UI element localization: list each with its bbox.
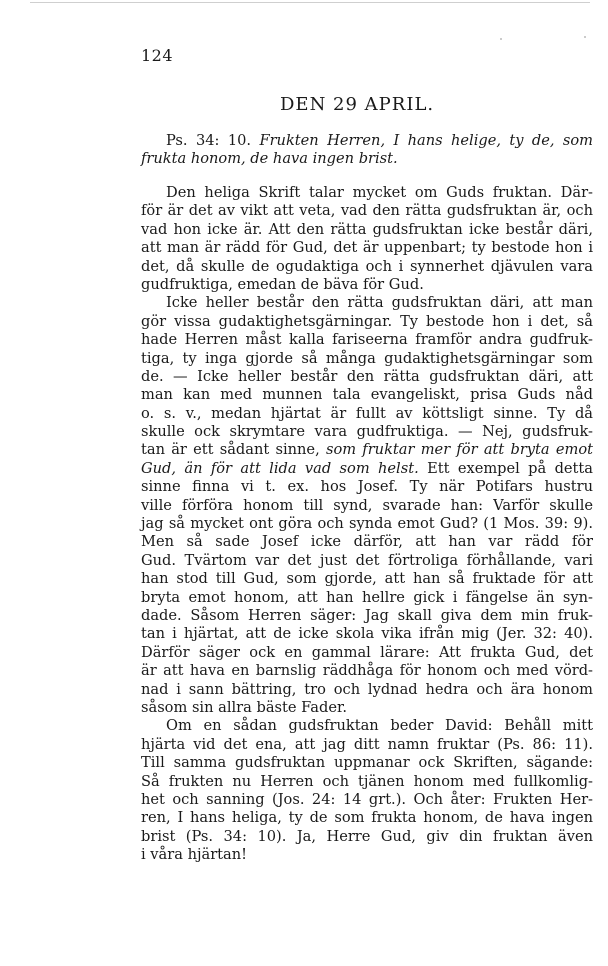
text-line: skulle ock skrymtare vara gudfruktiga. — Nej, gudsfruk-: [141, 423, 593, 441]
text-line: Men så sade Josef icke därför, att han var rädd för: [141, 533, 593, 551]
text-line: Därför säger ock en gammal lärare: Att frukta Gud, det: [141, 643, 593, 661]
text-line: Gud. Tvärtom var det just det förtroliga förhållande, vari: [141, 551, 593, 569]
text-line: tan i hjärtat, att de icke skola vika ifrån mig (Jer. 32: 40).: [141, 625, 593, 643]
text-line: det, då skulle de ogudaktiga och i synnerhet djävulen vara: [141, 257, 593, 275]
text-line: de. — Icke heller består den rätta gudsfruktan däri, att: [141, 367, 593, 385]
text-line: Den heliga Skrift talar mycket om Guds fruktan. Där-: [166, 184, 593, 201]
text-line: han stod till Gud, som gjorde, att han så fruktade för att: [141, 570, 593, 588]
page-number: 124: [141, 46, 174, 65]
text-line: Om en sådan gudsfruktan beder David: Behåll mitt: [166, 717, 593, 735]
text-line: [141, 460, 593, 478]
text-line: [141, 441, 593, 459]
text-line: ville förföra honom till synd, svarade han: Varför skulle: [141, 496, 593, 514]
emphasis-text: Gud, än för att lida vad som helst.: [141, 459, 419, 477]
speck: [500, 38, 502, 40]
motto-quote: Frukten Herren, I hans helige, ty de, som: [259, 132, 594, 149]
text-line: jag så mycket ont göra och synda emot Gud? (1 Mos. 39: 9).: [141, 515, 593, 533]
text-line: o. s. v., medan hjärtat är fullt av köttsligt sinne. Ty då: [141, 404, 593, 422]
text-line: hjärta vid det ena, att jag ditt namn fruktar (Ps. 86: 11).: [141, 735, 593, 753]
text-line: att man är rädd för Gud, det är uppenbart; ty bestode hon i: [141, 239, 593, 257]
text-line: vad hon icke är. Att den rätta gudsfruktan icke består däri,: [141, 220, 593, 238]
text-segment: tan är ett sådant sinne,: [141, 441, 326, 459]
text-line: gör vissa gudaktighetsgärningar. Ty bestode hon i det, så: [141, 312, 593, 330]
text-line: Icke heller består den rätta gudsfruktan däri, att man: [166, 294, 593, 312]
speck: [584, 36, 586, 38]
text-line: man kan med munnen tala evangeliskt, prisa Guds nåd: [141, 386, 593, 404]
body-text: [141, 184, 593, 864]
text-line: ren, I hans heliga, ty de som frukta honom, de hava ingen: [141, 809, 593, 827]
text-line: dade. Såsom Herren säger: Jag skall giva dem min fruk-: [141, 606, 593, 624]
emphasis-text: som fruktar mer för att bryta emot: [325, 441, 593, 459]
page-title: DEN 29 APRIL.: [280, 94, 435, 115]
page-top-rule: [30, 2, 590, 3]
text-line: het och sanning (Jos. 24: 14 grt.). Och åter: Frukten Her-: [141, 790, 593, 808]
text-line: brist (Ps. 34: 10). Ja, Herre Gud, giv din fruktan även: [141, 827, 593, 845]
text-line: i våra hjärtan!: [141, 846, 247, 864]
text-line: tiga, ty inga gjorde så många gudaktighetsgärningar som: [141, 349, 593, 367]
motto-line: frukta honom, de hava ingen brist.: [141, 150, 398, 168]
text-line: för är det av vikt att veta, vad den rätta gudsfruktan är, och: [141, 202, 593, 220]
motto-verse: [141, 132, 593, 169]
text-line: är att hava en barnslig räddhåga för honom och med vörd-: [141, 662, 593, 680]
text-line: gudfruktiga, emedan de bäva för Gud.: [141, 275, 424, 293]
text-line: bryta emot honom, att han hellre gick i fängelse än syn-: [141, 588, 593, 606]
text-line: hade Herren måst kalla fariseerna framför andra gudfruk-: [141, 331, 593, 349]
text-line: sinne finna vi t. ex. hos Josef. Ty när Potifars hustru: [141, 478, 593, 496]
motto-reference: Ps. 34: 10.: [166, 132, 252, 149]
text-line: Till samma gudsfruktan uppmanar ock Skriften, sägande:: [141, 754, 593, 772]
text-line: såsom sin allra bäste Fader.: [141, 698, 347, 716]
text-segment: Ett exempel på detta: [418, 459, 593, 477]
text-line: Så frukten nu Herren och tjänen honom med fullkomlig-: [141, 772, 593, 790]
text-line: nad i sann bättring, tro och lydnad hedra och ära honom: [141, 680, 593, 698]
motto-line: [141, 132, 593, 150]
